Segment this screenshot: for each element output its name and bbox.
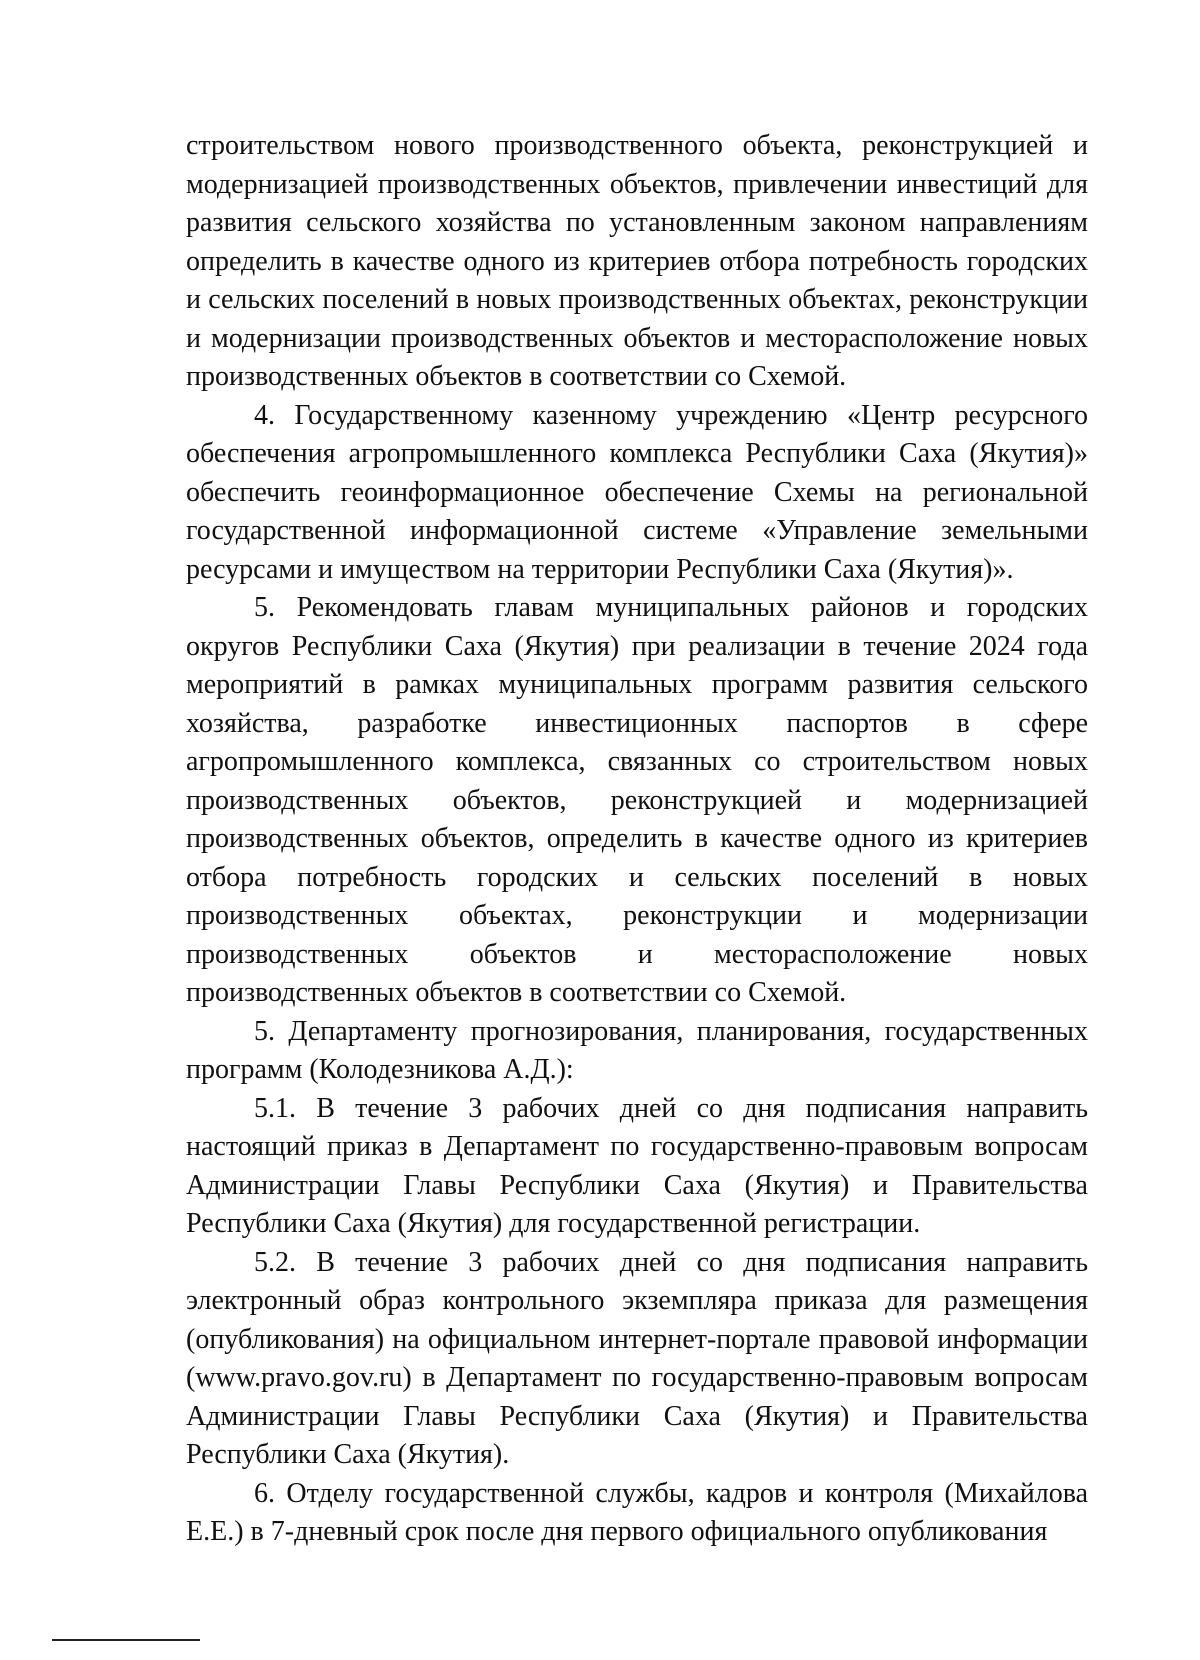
paragraph-item-5-2: 5.2. В течение 3 рабочих дней со дня подписания направить электронный образ контрольного экземпляра приказа для размещения (опубликования) на официальном интернет-портале правовой информации (www.pravo.gov.ru) в Департамент по государственно-правовым вопросам Администрации Главы Республики Саха (Якутия) и Правительства Республики Саха (Якутия). xyxy=(186,1246,1088,1470)
document-body xyxy=(186,127,1088,1552)
paragraph-item-5-recommend: 5. Рекомендовать главам муниципальных районов и городских округов Республики Саха (Якутия) при реализации в течение 2024 года мероприятий в рамках муниципальных программ развития сельского хозяйства, разработке инвестиционных паспортов в сфере агропромышленного комплекса, связанных со строительством новых производственных объектов, реконструкцией и модернизацией производственных объектов, определить в качестве одного из критериев отбора потребность городских и сельских поселений в новых производственных объектах, реконструкции и модернизации производственных объектов и месторасположение новых производственных объектов в соответствии со Схемой. xyxy=(186,592,1088,1008)
paragraph-item-5-department: 5. Департаменту прогнозирования, планирования, государственных программ (Колодезникова А.Д.): xyxy=(186,1015,1088,1085)
paragraph-item-4: 4. Государственному казенному учреждению «Центр ресурсного обеспечения агропромышленного комплекса Республики Саха (Якутия)» обеспечить геоинформационное обеспечение Схемы на региональной государственной информационной системе «Управление земельными ресурсами и имуществом на территории Республики Саха (Якутия)». xyxy=(186,399,1088,585)
bottom-rule xyxy=(52,1639,200,1641)
paragraph-item-6: 6. Отделу государственной службы, кадров и контроля (Михайлова Е.Е.) в 7-дневный срок после дня первого официального опубликования xyxy=(186,1477,1088,1547)
paragraph-item-5-1: 5.1. В течение 3 рабочих дней со дня подписания направить настоящий приказ в Департамент по государственно-правовым вопросам Администрации Главы Республики Саха (Якутия) и Правительства Республики Саха (Якутия) для государственной регистрации. xyxy=(186,1092,1088,1239)
paragraph-continuation: строительством нового производственного объекта, реконструкцией и модернизацией производственных объектов, привлечении инвестиций для развития сельского хозяйства по установленным законом направлениям определить в качестве одного из критериев отбора потребность городских и сельских поселений в новых производственных объектах, реконструкции и модернизации производственных объектов и месторасположение новых производственных объектов в соответствии со Схемой. xyxy=(186,130,1088,392)
